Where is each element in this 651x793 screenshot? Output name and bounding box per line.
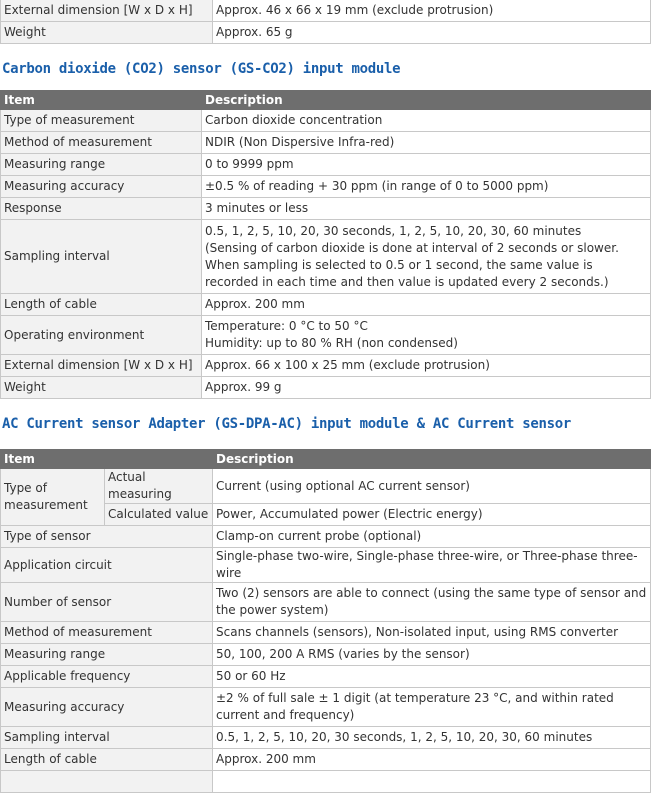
row-label: Type of measurement (1, 110, 202, 132)
co2-section (0, 44, 651, 399)
table-row (1, 749, 651, 771)
section-title: Carbon dioxide (CO2) sensor (GS-CO2) input module (2, 61, 401, 77)
table-row (1, 548, 651, 583)
row-value: Approx. 99 g (202, 377, 651, 399)
table-row (1, 666, 651, 688)
section-title: AC Current sensor Adapter (GS-DPA-AC) input module & AC Current sensor (2, 416, 572, 432)
row-label: Measuring range (1, 154, 202, 176)
table-row (1, 377, 651, 399)
row-value: 50 or 60 Hz (213, 666, 651, 688)
table-header-row (1, 91, 651, 110)
row-value: Single-phase two-wire, Single-phase three-wire, or Three-phase three-wire (213, 548, 651, 583)
table-row (1, 622, 651, 644)
header-item: Item (1, 450, 213, 469)
table-row (1, 154, 651, 176)
table-row (1, 316, 651, 355)
row-label: External dimension [W x D x H] (1, 0, 213, 22)
table-row (1, 526, 651, 548)
row-value: Power, Accumulated power (Electric energy) (213, 504, 651, 526)
row-label: External dimension [W x D x H] (1, 355, 202, 377)
row-label: Type of measurement (1, 469, 105, 526)
row-value (202, 220, 651, 294)
row-value: NDIR (Non Dispersive Infra-red) (202, 132, 651, 154)
table-row (1, 355, 651, 377)
row-value: Approx. 46 x 66 x 19 mm (exclude protrusion) (213, 0, 651, 22)
row-value: Clamp-on current probe (optional) (213, 526, 651, 548)
row-label: Operating environment (1, 316, 202, 355)
header-description: Description (202, 91, 651, 110)
row-label: Application circuit (1, 548, 213, 583)
header-description: Description (213, 450, 651, 469)
row-value: Approx. 200 mm (213, 749, 651, 771)
table-row (1, 469, 651, 504)
row-value: 3 minutes or less (202, 198, 651, 220)
row-label: Number of sensor (1, 583, 213, 622)
row-label: Type of sensor (1, 526, 213, 548)
previous-spec-table (0, 0, 651, 44)
row-label: Measuring accuracy (1, 688, 213, 727)
table-row (1, 110, 651, 132)
row-value: Approx. 66 x 100 x 25 mm (exclude protrusion) (202, 355, 651, 377)
ac-current-section (0, 399, 651, 793)
table-row (1, 727, 651, 749)
sampling-note: (Sensing of carbon dioxide is done at interval of 2 seconds or slower. When sampling is selected to 0.5 or 1 second, the same value is recorded in each time and then value is updated every 2 seconds.) (205, 240, 619, 289)
table-row (1, 0, 651, 22)
row-value: 50, 100, 200 A RMS (varies by the sensor) (213, 644, 651, 666)
sub-label: Calculated value (105, 504, 213, 526)
row-value: Approx. 65 g (213, 22, 651, 44)
row-label: Method of measurement (1, 132, 202, 154)
row-value: Current (using optional AC current sensor) (213, 469, 651, 504)
table-row (1, 688, 651, 727)
row-value: Two (2) sensors are able to connect (using the same type of sensor and the power system) (213, 583, 651, 622)
row-value (213, 771, 651, 793)
row-value (202, 316, 651, 355)
row-value: ±2 % of full sale ± 1 digit (at temperature 23 °C, and within rated current and frequency) (213, 688, 651, 727)
humidity-range: Humidity: up to 80 % RH (non condensed) (205, 336, 458, 350)
co2-spec-table (0, 90, 651, 399)
table-row (1, 644, 651, 666)
table-row (1, 294, 651, 316)
header-item: Item (1, 91, 202, 110)
row-label: Weight (1, 377, 202, 399)
table-row (1, 22, 651, 44)
row-label: Measuring accuracy (1, 176, 202, 198)
row-value: Carbon dioxide concentration (202, 110, 651, 132)
row-value: ±0.5 % of reading + 30 ppm (in range of 0 to 5000 ppm) (202, 176, 651, 198)
row-value: 0 to 9999 ppm (202, 154, 651, 176)
table-row (1, 198, 651, 220)
table-row (1, 220, 651, 294)
row-label: Applicable frequency (1, 666, 213, 688)
row-label: Measuring range (1, 644, 213, 666)
ac-spec-table (0, 449, 651, 793)
sub-label: Actual measuring (105, 469, 213, 504)
table-row (1, 583, 651, 622)
table-header-row (1, 450, 651, 469)
table-row (1, 176, 651, 198)
row-value: 0.5, 1, 2, 5, 10, 20, 30 seconds, 1, 2, 5, 10, 20, 30, 60 minutes (213, 727, 651, 749)
row-label (1, 771, 213, 793)
row-label: Length of cable (1, 294, 202, 316)
row-label: Sampling interval (1, 727, 213, 749)
row-label: Method of measurement (1, 622, 213, 644)
table-row (1, 771, 651, 793)
sampling-intervals: 0.5, 1, 2, 5, 10, 20, 30 seconds, 1, 2, 5, 10, 20, 30, 60 minutes (205, 223, 582, 238)
temperature-range: Temperature: 0 °C to 50 °C (205, 319, 368, 333)
row-value: Scans channels (sensors), Non-isolated input, using RMS converter (213, 622, 651, 644)
row-value: Approx. 200 mm (202, 294, 651, 316)
table-row (1, 132, 651, 154)
row-label: Response (1, 198, 202, 220)
row-label: Length of cable (1, 749, 213, 771)
row-label: Sampling interval (1, 220, 202, 294)
row-label: Weight (1, 22, 213, 44)
